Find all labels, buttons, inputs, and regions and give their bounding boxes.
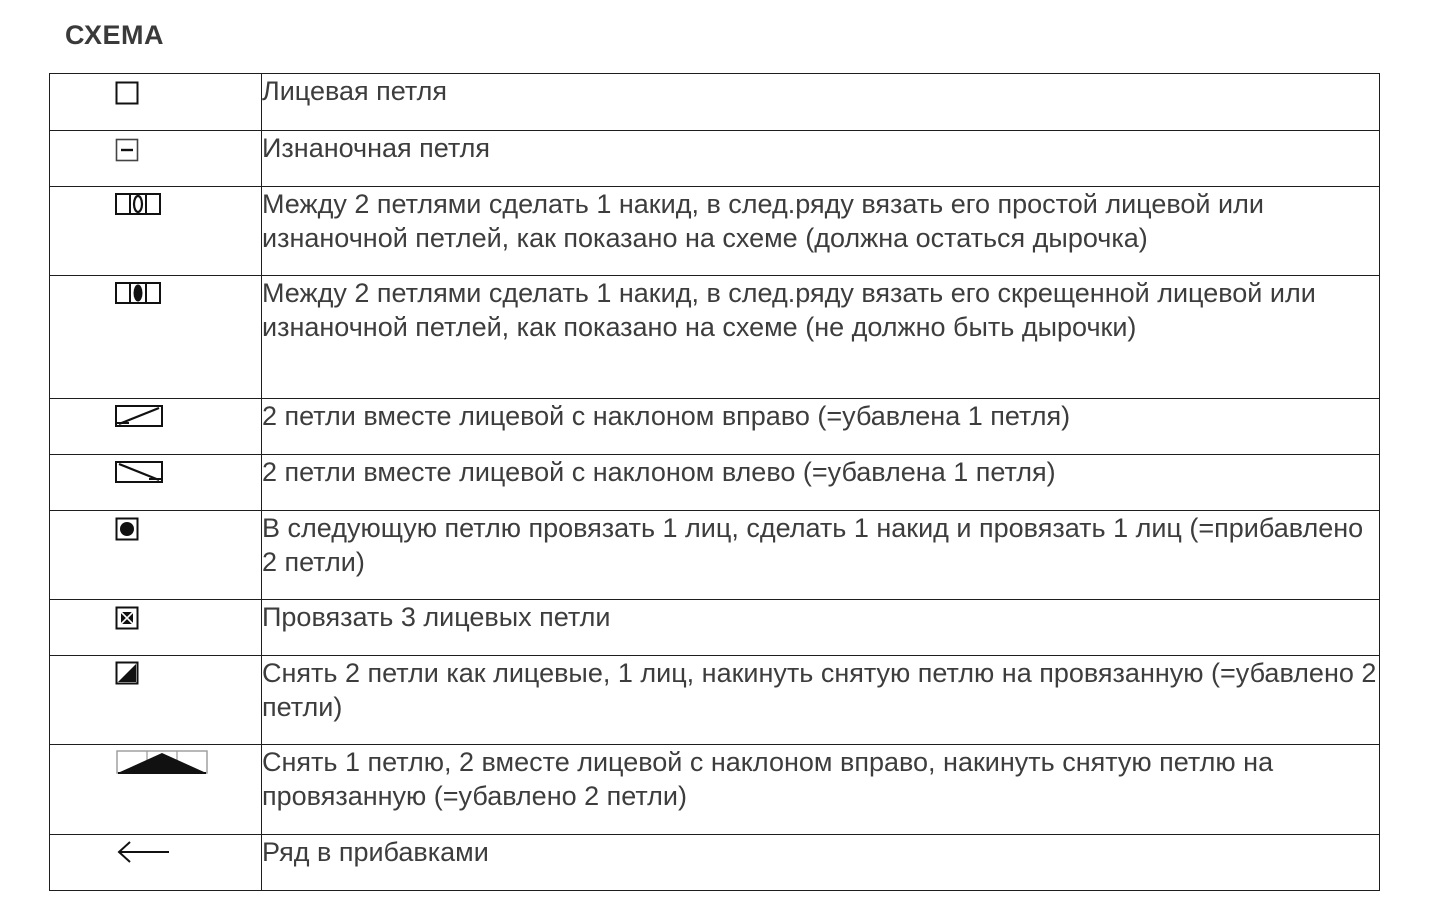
k2tog-left-icon: [115, 461, 163, 483]
legend-description: Снять 2 петли как лицевые, 1 лиц, накинуть снятую петлю на провязанную (=убавлено 2 петли): [262, 656, 1380, 745]
legend-table: [49, 73, 1380, 891]
symbol-cell: [50, 835, 262, 891]
legend-description: 2 петли вместе лицевой с наклоном вправо (=убавлена 1 петля): [262, 399, 1380, 455]
yarn-over-crossed-icon: [115, 282, 161, 304]
symbol-cell: [50, 511, 262, 600]
table-row: [50, 131, 1380, 187]
symbol-cell: [50, 600, 262, 656]
symbol-cell: [50, 131, 262, 187]
table-row: [50, 74, 1380, 131]
slip-one-decrease-icon: [116, 750, 208, 774]
knit-three-icon: [115, 606, 139, 630]
table-row: [50, 600, 1380, 656]
legend-description: Изнаночная петля: [262, 131, 1380, 187]
legend-description: В следующую петлю провязать 1 лиц, сделать 1 накид и провязать 1 лиц (=прибавлено 2 петли): [262, 511, 1380, 600]
table-row: [50, 187, 1380, 276]
increase-two-icon: [115, 517, 139, 541]
purl-stitch-icon: [115, 138, 139, 162]
symbol-cell: [50, 187, 262, 276]
legend-description: 2 петли вместе лицевой с наклоном влево (=убавлена 1 петля): [262, 455, 1380, 511]
table-row: [50, 276, 1380, 399]
left-arrow-icon: [116, 839, 170, 865]
legend-description: Снять 1 петлю, 2 вместе лицевой с наклоном вправо, накинуть снятую петлю на провязанную (=убавлено 2 петли): [262, 745, 1380, 835]
table-row: [50, 455, 1380, 511]
yarn-over-hole-icon: [115, 193, 161, 215]
legend-description: Между 2 петлями сделать 1 накид, в след.ряду вязать его скрещенной лицевой или изнаночной петлей, как показано на схеме (не должно быть дырочки): [262, 276, 1380, 399]
legend-description: Ряд в прибавками: [262, 835, 1380, 891]
symbol-cell: [50, 399, 262, 455]
symbol-cell: [50, 74, 262, 131]
knit-stitch-icon: [115, 81, 139, 105]
symbol-cell: [50, 276, 262, 399]
table-row: [50, 745, 1380, 835]
k2tog-right-icon: [115, 405, 163, 427]
table-row: [50, 399, 1380, 455]
legend-description: Между 2 петлями сделать 1 накид, в след.ряду вязать его простой лицевой или изнаночной петлей, как показано на схеме (должна остаться дырочка): [262, 187, 1380, 276]
table-row: [50, 511, 1380, 600]
page-title: СХЕМА: [65, 20, 164, 50]
slip-two-decrease-icon: [115, 661, 139, 685]
legend-description: Лицевая петля: [262, 74, 1380, 131]
table-row: [50, 835, 1380, 891]
table-row: [50, 656, 1380, 745]
symbol-cell: [50, 455, 262, 511]
symbol-cell: [50, 745, 262, 835]
legend-description: Провязать 3 лицевых петли: [262, 600, 1380, 656]
symbol-cell: [50, 656, 262, 745]
